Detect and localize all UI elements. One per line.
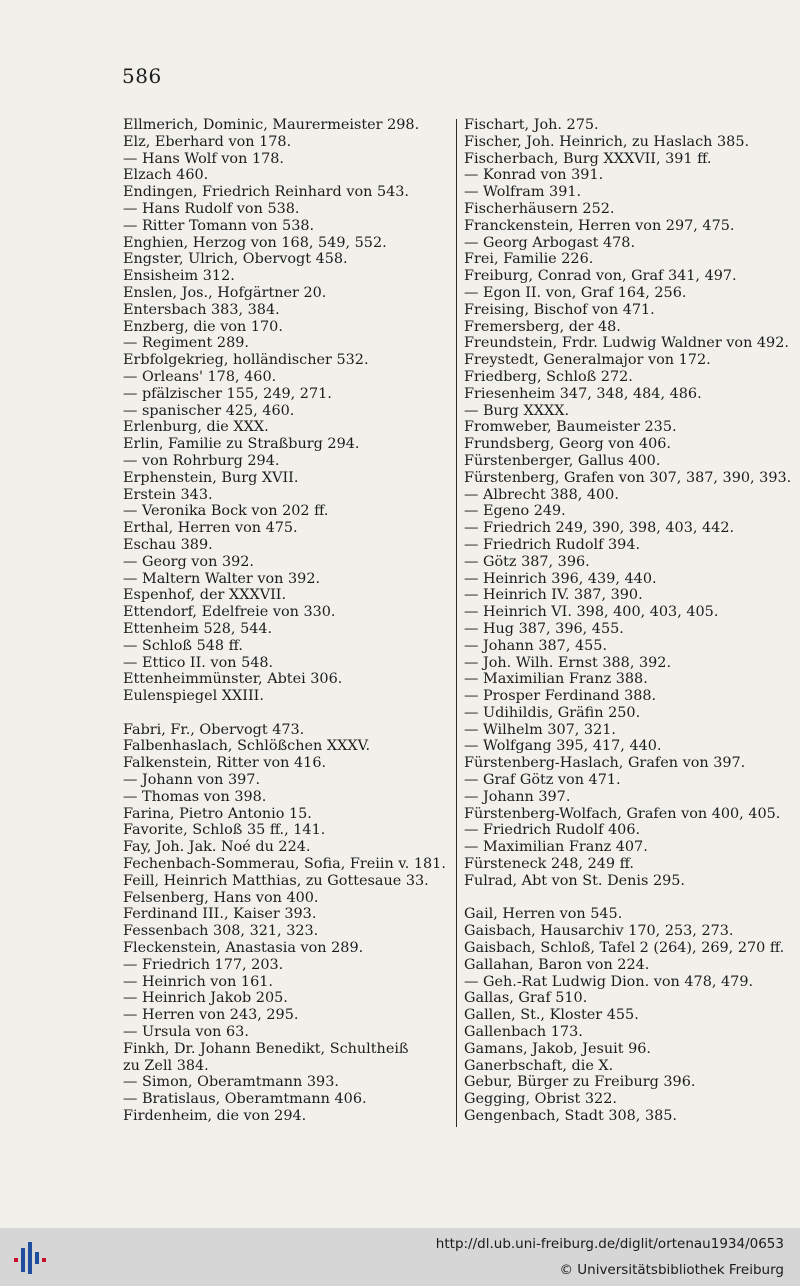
index-entry: Fabri, Fr., Obervogt 473. [123, 721, 305, 738]
index-entry: Erlin, Familie zu Straßburg 294. [123, 436, 360, 453]
index-entry: Fischerhäusern 252. [464, 200, 615, 217]
index-entry: Favorite, Schloß 35 ff., 141. [123, 822, 326, 839]
index-entry: — Johann von 397. [123, 772, 261, 789]
index-entry: — Heinrich von 161. [123, 973, 273, 990]
index-entry: Fulrad, Abt von St. Denis 295. [464, 872, 685, 889]
index-entry: — spanischer 425, 460. [123, 402, 295, 419]
index-entry: Gaisbach, Hausarchiv 170, 253, 273. [464, 923, 734, 940]
index-entry: Fürsteneck 248, 249 ff. [464, 856, 634, 873]
index-entry: — Heinrich IV. 387, 390. [464, 587, 643, 604]
index-entry: Ensisheim 312. [123, 268, 235, 285]
index-entry: Fechenbach-Sommerau, Sofia, Freiin v. 181. [123, 856, 446, 873]
index-entry: — Friedrich 177, 203. [123, 956, 284, 973]
index-entry: Engster, Ulrich, Obervogt 458. [123, 251, 348, 268]
index-entry: Fischerbach, Burg XXXVII, 391 ff. [464, 150, 712, 167]
index-entry: — Hans Rudolf von 538. [123, 200, 300, 217]
index-entry: Eulenspiegel XXIII. [123, 688, 264, 705]
index-entry: — Götz 387, 396. [464, 553, 590, 570]
index-entry: Falbenhaslach, Schlößchen XXXV. [123, 738, 371, 755]
index-column-right [464, 117, 794, 1125]
index-entry: Felsenberg, Hans von 400. [123, 889, 319, 906]
index-entry: Friedberg, Schloß 272. [464, 368, 633, 385]
index-entry: Gaisbach, Schloß, Tafel 2 (264), 269, 270 ff. [464, 940, 785, 957]
index-entry: Ettenheimmünster, Abtei 306. [123, 671, 343, 688]
index-entry: — Wolfram 391. [464, 184, 582, 201]
index-entry: — Friedrich Rudolf 406. [464, 822, 641, 839]
index-entry: — Schloß 548 ff. [123, 637, 243, 654]
index-entry: Ettenheim 528, 544. [123, 620, 273, 637]
index-entry: Gallen, St., Kloster 455. [464, 1007, 639, 1024]
index-entry: Gengenbach, Stadt 308, 385. [464, 1108, 677, 1125]
index-entry: Frei, Familie 226. [464, 251, 594, 268]
index-entry: Entersbach 383, 384. [123, 301, 280, 318]
index-entry: Erbfolgekrieg, holländischer 532. [123, 352, 369, 369]
index-entry: Espenhof, der XXXVII. [123, 587, 287, 604]
index-entry: Feill, Heinrich Matthias, zu Gottesaue 33. [123, 872, 429, 889]
index-entry: zu Zell 384. [123, 1057, 209, 1074]
index-entry: Firdenheim, die von 294. [123, 1108, 307, 1125]
index-entry: Gail, Herren von 545. [464, 906, 623, 923]
index-entry: Fürstenberg-Haslach, Grafen von 397. [464, 755, 746, 772]
index-entry: — Joh. Wilh. Ernst 388, 392. [464, 654, 672, 671]
index-entry: Gallenbach 173. [464, 1024, 583, 1041]
index-entry: — Bratislaus, Oberamtmann 406. [123, 1091, 367, 1108]
index-entry: Fessenbach 308, 321, 323. [123, 923, 319, 940]
index-entry: Gamans, Jakob, Jesuit 96. [464, 1040, 651, 1057]
index-entry: Freundstein, Frdr. Ludwig Waldner von 492. [464, 335, 789, 352]
index-entry: — Prosper Ferdinand 388. [464, 688, 657, 705]
index-entry: Ettendorf, Edelfreie von 330. [123, 604, 336, 621]
index-entry: Franckenstein, Herren von 297, 475. [464, 217, 735, 234]
index-entry: Gegging, Obrist 322. [464, 1091, 617, 1108]
index-entry: — Georg von 392. [123, 553, 254, 570]
index-entry: Ellmerich, Dominic, Maurermeister 298. [123, 117, 420, 133]
index-entry: Ferdinand III., Kaiser 393. [123, 906, 317, 923]
index-entry: Fischer, Joh. Heinrich, zu Haslach 385. [464, 133, 750, 150]
index-entry: Fromweber, Baumeister 235. [464, 419, 677, 436]
index-entry: Eschau 389. [123, 536, 213, 553]
index-entry [464, 890, 794, 907]
index-entry: — Egon II. von, Graf 164, 256. [464, 284, 687, 301]
index-entry: — Regiment 289. [123, 335, 249, 352]
index-entry: Enzberg, die von 170. [123, 318, 283, 335]
index-entry: — Friedrich Rudolf 394. [464, 536, 641, 553]
index-entry: — Burg XXXX. [464, 402, 570, 419]
index-entry: — Orleans' 178, 460. [123, 368, 277, 385]
index-entry: — Herren von 243, 295. [123, 1007, 299, 1024]
index-entry: Fremersberg, der 48. [464, 318, 621, 335]
index-entry: — Graf Götz von 471. [464, 772, 621, 789]
index-entry: — Wolfgang 395, 417, 440. [464, 738, 662, 755]
index-entry: Freising, Bischof von 471. [464, 301, 655, 318]
index-entry: — Heinrich 396, 439, 440. [464, 570, 657, 587]
index-entry: Fischart, Joh. 275. [464, 117, 599, 133]
footer-bar [0, 1228, 800, 1286]
index-entry: — Thomas von 398. [123, 788, 267, 805]
index-entry: — Maximilian Franz 407. [464, 839, 648, 856]
index-entry: Freystedt, Generalmajor von 172. [464, 352, 711, 369]
index-entry: Gebur, Bürger zu Freiburg 396. [464, 1074, 696, 1091]
index-entry: Finkh, Dr. Johann Benedikt, Schultheiß [123, 1040, 409, 1057]
index-entry: Ganerbschaft, die X. [464, 1057, 614, 1074]
index-entry: Falkenstein, Ritter von 416. [123, 755, 327, 772]
index-entry: — Heinrich VI. 398, 400, 403, 405. [464, 604, 719, 621]
index-entry: — Ursula von 63. [123, 1024, 249, 1041]
index-entry: Erstein 343. [123, 486, 213, 503]
index-entry: Freiburg, Conrad von, Graf 341, 497. [464, 268, 737, 285]
index-entry: Enslen, Jos., Hofgärtner 20. [123, 284, 327, 301]
index-entry: Erthal, Herren von 475. [123, 520, 298, 537]
university-library-logo-icon[interactable] [12, 1238, 52, 1278]
index-entry: — Maltern Walter von 392. [123, 570, 321, 587]
index-entry: — Konrad von 391. [464, 167, 604, 184]
index-entry: — Georg Arbogast 478. [464, 234, 636, 251]
index-entry: Gallahan, Baron von 224. [464, 956, 650, 973]
index-entry: — Hans Wolf von 178. [123, 150, 284, 167]
index-entry: — Albrecht 388, 400. [464, 486, 619, 503]
index-entry: — Ritter Tomann von 538. [123, 217, 315, 234]
index-entry: — Wilhelm 307, 321. [464, 721, 616, 738]
source-url-link[interactable]: http://dl.ub.uni-freiburg.de/diglit/ortenau1934/0653 [435, 1236, 784, 1252]
index-entry: — Ettico II. von 548. [123, 654, 274, 671]
index-entry: Elz, Eberhard von 178. [123, 133, 292, 150]
index-entry: Friesenheim 347, 348, 484, 486. [464, 385, 702, 402]
index-entry: Fürstenberger, Gallus 400. [464, 452, 661, 469]
index-entry: — Geh.-Rat Ludwig Dion. von 478, 479. [464, 973, 754, 990]
index-entry: Fürstenberg, Grafen von 307, 387, 390, 393. [464, 469, 792, 486]
index-entry: Enghien, Herzog von 168, 549, 552. [123, 234, 387, 251]
index-entry: — Veronika Bock von 202 ff. [123, 503, 329, 520]
index-entry: — pfälzischer 155, 249, 271. [123, 385, 332, 402]
index-entry: Gallas, Graf 510. [464, 990, 588, 1007]
column-divider [456, 119, 457, 1127]
index-column-left [123, 117, 453, 1125]
index-entry [123, 705, 453, 722]
index-entry: — Simon, Oberamtmann 393. [123, 1074, 339, 1091]
index-entry: — Heinrich Jakob 205. [123, 990, 288, 1007]
index-entry: Farina, Pietro Antonio 15. [123, 805, 312, 822]
index-entry: Fleckenstein, Anastasia von 289. [123, 940, 364, 957]
index-entry: Fay, Joh. Jak. Noé du 224. [123, 839, 311, 856]
index-entry: Fürstenberg-Wolfach, Grafen von 400, 405. [464, 805, 781, 822]
index-entry: — Maximilian Franz 388. [464, 671, 648, 688]
index-entry: Erphenstein, Burg XVII. [123, 469, 299, 486]
index-entry: Erlenburg, die XXX. [123, 419, 269, 436]
index-entry: Elzach 460. [123, 167, 209, 184]
index-entry: — Johann 387, 455. [464, 637, 608, 654]
index-entry: — von Rohrburg 294. [123, 452, 280, 469]
index-entry: Frundsberg, Georg von 406. [464, 436, 671, 453]
index-entry: — Johann 397. [464, 788, 571, 805]
index-entry: Endingen, Friedrich Reinhard von 543. [123, 184, 409, 201]
page-number: 586 [122, 64, 162, 88]
index-entry: — Hug 387, 396, 455. [464, 620, 624, 637]
index-entry: — Friedrich 249, 390, 398, 403, 442. [464, 520, 735, 537]
index-entry: — Udihildis, Gräfin 250. [464, 704, 641, 721]
index-entry: — Egeno 249. [464, 503, 566, 520]
copyright-text: © Universitätsbibliothek Freiburg [559, 1262, 784, 1278]
